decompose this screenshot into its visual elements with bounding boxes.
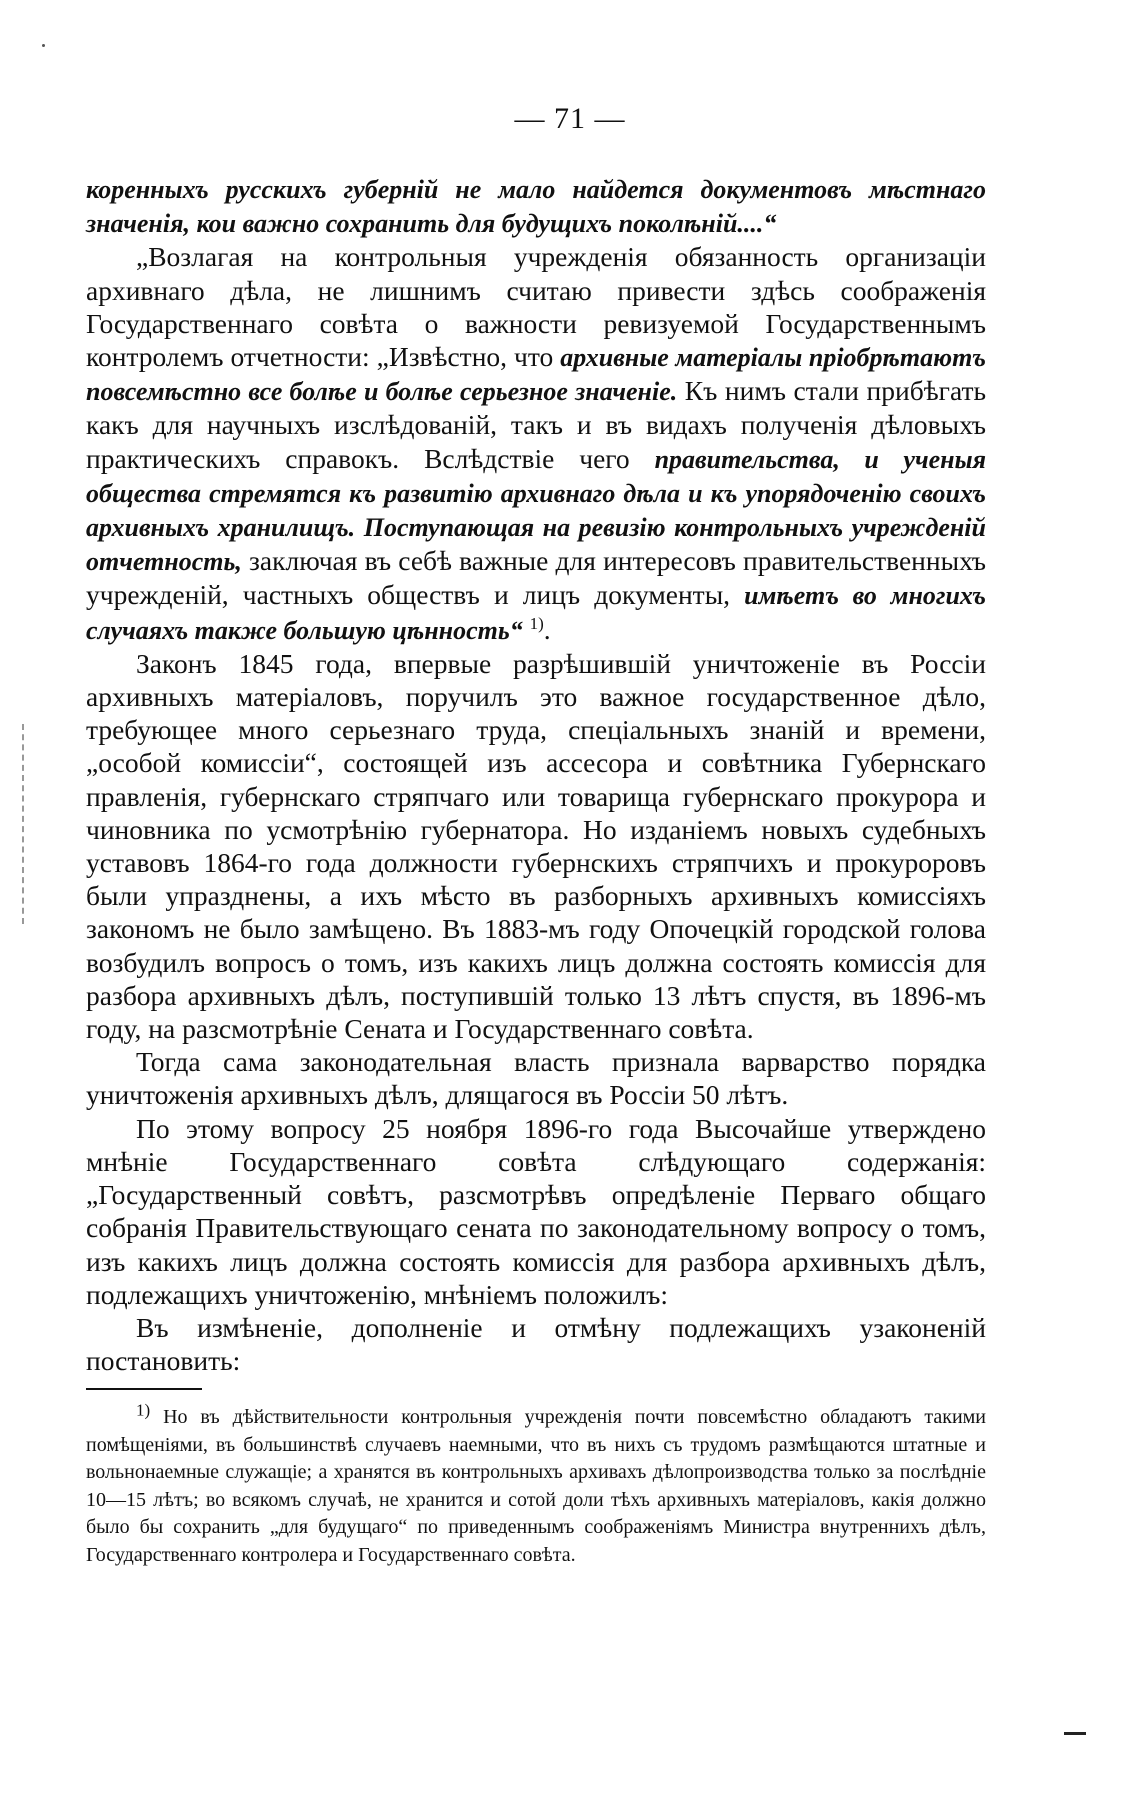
text-segment: . (543, 613, 551, 645)
text-segment: Тогда сама законодательная власть признала варварство порядка уничтоженія архивныхъ дѣлъ, длящагося въ Россіи 50 лѣтъ. (86, 1046, 986, 1111)
footnote-separator (86, 1388, 202, 1390)
scan-speck (42, 44, 45, 47)
footnote-paragraph (86, 1400, 987, 1569)
paragraph-3 (86, 647, 986, 1045)
body-text (86, 172, 986, 1377)
paragraph-4 (86, 1045, 986, 1111)
footnote-text: Но въ дѣйствительности контрольныя учрежденія почти повсемѣстно обладаютъ такими помѣщеніями, въ большинствѣ случаевъ наемными, что въ нихъ съ трудомъ размѣщаются штатные и вольнонаемные служащіе; а хранятся въ контрольныхъ архивахъ дѣлопроизводства только за послѣдніе 10—15 лѣтъ; во всякомъ случаѣ, не хранится и сотой доли тѣхъ архивныхъ матеріаловъ, какія должно было бы сохранить „для будущаго“ по приведеннымъ соображеніямъ Министра внутреннихъ дѣлъ, Государственнаго контролера и Государственнаго совѣта. (86, 1406, 987, 1566)
text-segment: По этому вопросу 25 ноября 1896-го года Высочайше утверждено мнѣніе Государственнаго совѣта слѣдующаго содержанія: „Государственный совѣтъ, разсмотрѣвъ опредѣленіе Перваго общаго собранія Правительствующаго сената по законодательному вопросу о томъ, изъ какихъ лицъ должна состоять комиссія для разбора архивныхъ дѣлъ, подлежащихъ уничтоженію, мнѣніемъ положилъ: (86, 1112, 986, 1310)
text-segment: заключая въ себѣ важные для интересовъ правительственныхъ учрежденій, частныхъ обществъ и лицъ документы, (86, 545, 986, 611)
text-segment: Къ нимъ стали прибѣгать какъ для научныхъ изслѣдованій, такъ и въ видахъ полученія дѣловыхъ практическихъ справокъ. Вслѣдствіе чего (86, 375, 986, 474)
italic-segment: имѣетъ во многихъ случаяхъ также большую цѣнность“ (86, 581, 986, 645)
text-segment: Законъ 1845 года, впервые разрѣшившій уничтоженіе въ Россіи архивныхъ матеріаловъ, поручилъ это важное государственное дѣло, требующее много серьезнаго труда, спеціальныхъ знаній и времени, „особой комиссіи“, состоящей изъ ассесора и совѣтника Губернскаго правленія, губернскаго стряпчаго или товарища губернскаго прокурора и чиновника по усмотрѣнію губернатора. Но изданіемъ новыхъ судебныхъ уставовъ 1864-го года должности губернскихъ стряпчихъ и прокуроровъ были упразднены, а ихъ мѣсто въ разборныхъ архивныхъ комиссіяхъ закономъ не было замѣщено. Въ 1883-мъ году Опочецкій городской голова возбудилъ вопросъ о томъ, изъ какихъ лицъ должна состоять комиссія для разбора архивныхъ дѣлъ, поступившій только 13 лѣтъ спустя, въ 1896-мъ году, на разсмотрѣніе Сената и Государственнаго совѣта. (86, 647, 986, 1045)
italic-segment: правительства, и ученыя общества стремятся къ развитію архивнаго дѣла и къ упорядоченію своихъ архивныхъ хранилищъ. Поступающая на ревизію контрольныхъ учрежденій отчетность, (86, 444, 987, 577)
page-number: — 71 — (514, 102, 626, 135)
paragraph-5 (86, 1112, 986, 1311)
italic-segment: архивные матеріалы пріобрѣтаютъ повсемѣстно все болѣе и болѣе серьезное значеніе. (86, 343, 986, 407)
paragraph-2 (86, 240, 986, 646)
paragraph-6 (86, 1311, 986, 1377)
text-segment: Въ измѣненіе, дополненіе и отмѣну подлежащихъ узаконеній постановить: (86, 1311, 986, 1377)
footnote-marker: 1) (136, 1400, 151, 1420)
footnote-ref[interactable]: 1) (529, 613, 544, 633)
text-segment: „Возлагая на контрольныя учрежденія обязанность организаціи архивнаго дѣла, не лишнимъ считаю привести здѣсь соображенія Государственнаго совѣта о важности ревизуемой Государственнымъ контролемъ отчетности: „Извѣстно, что (86, 241, 986, 373)
margin-marks (22, 724, 32, 924)
corner-mark (1064, 1732, 1086, 1735)
italic-segment: коренныхъ русскихъ губерній не мало найдется документовъ мѣстнаго значенія, кои важно сохранить для будущихъ поколѣній....“ (86, 175, 986, 239)
paragraph-1 (86, 172, 986, 240)
footnote (86, 1400, 987, 1569)
